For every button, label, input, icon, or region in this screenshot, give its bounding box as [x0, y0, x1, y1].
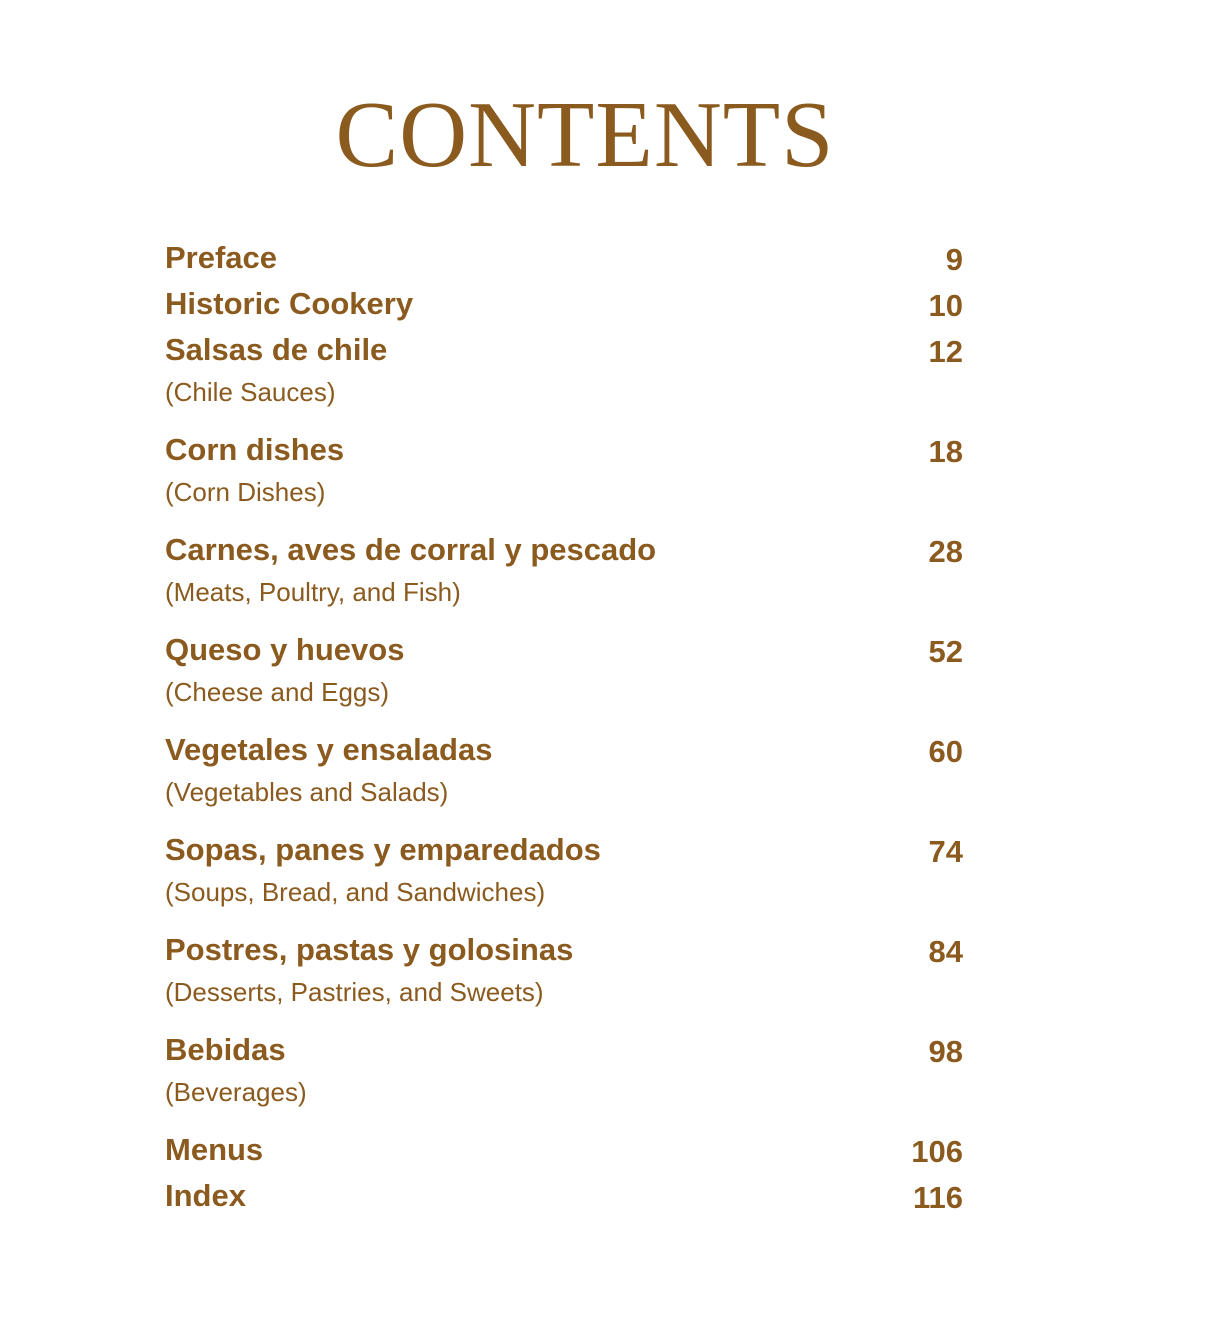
entry-subtitle: (Desserts, Pastries, and Sweets) [165, 977, 544, 1007]
entry-page: 74 [928, 834, 963, 869]
entry-subtitle: (Corn Dishes) [165, 477, 326, 507]
toc-entry-index[interactable] [165, 1176, 963, 1222]
entry-title: Index [165, 1178, 246, 1213]
toc-entry-vegetales[interactable] [165, 730, 963, 830]
entry-page: 28 [928, 534, 963, 569]
entry-title: Carnes, aves de corral y pescado [165, 532, 657, 567]
entry-subtitle: (Chile Sauces) [165, 377, 336, 407]
page-title: CONTENTS [335, 83, 835, 187]
entry-subtitle: (Meats, Poultry, and Fish) [165, 577, 461, 607]
entry-subtitle: (Beverages) [165, 1077, 307, 1107]
entry-page: 10 [928, 288, 963, 323]
toc-entry-preface[interactable] [165, 238, 963, 284]
entry-title: Corn dishes [165, 432, 345, 467]
entry-subtitle: (Soups, Bread, and Sandwiches) [165, 877, 546, 907]
toc-entry-corn[interactable] [165, 430, 963, 530]
toc-entry-queso[interactable] [165, 630, 963, 730]
entry-page: 116 [912, 1180, 963, 1215]
toc-entry-menus[interactable] [165, 1130, 963, 1176]
entry-title: Sopas, panes y emparedados [165, 832, 601, 867]
entry-title: Menus [165, 1132, 264, 1167]
entry-page: 60 [928, 734, 963, 769]
entry-title: Preface [165, 240, 278, 275]
toc-entry-carnes[interactable] [165, 530, 963, 630]
entry-page: 98 [928, 1034, 963, 1069]
entry-page: 106 [911, 1134, 963, 1169]
table-of-contents [165, 238, 963, 1222]
toc-entry-historic-cookery[interactable] [165, 284, 963, 330]
entry-title: Vegetales y ensaladas [165, 732, 493, 767]
entry-page: 9 [945, 242, 963, 277]
entry-title: Bebidas [165, 1032, 286, 1067]
entry-page: 12 [928, 334, 963, 369]
entry-page: 84 [928, 934, 963, 969]
entry-subtitle: (Cheese and Eggs) [165, 677, 390, 707]
entry-page: 52 [928, 634, 963, 669]
toc-entry-bebidas[interactable] [165, 1030, 963, 1130]
entry-title: Postres, pastas y golosinas [165, 932, 574, 967]
entry-title: Salsas de chile [165, 332, 388, 367]
entry-title: Queso y huevos [165, 632, 405, 667]
entry-subtitle: (Vegetables and Salads) [165, 777, 449, 807]
entry-page: 18 [928, 434, 963, 469]
toc-entry-postres[interactable] [165, 930, 963, 1030]
entry-title: Historic Cookery [165, 286, 414, 321]
toc-entry-salsas[interactable] [165, 330, 963, 430]
toc-entry-sopas[interactable] [165, 830, 963, 930]
